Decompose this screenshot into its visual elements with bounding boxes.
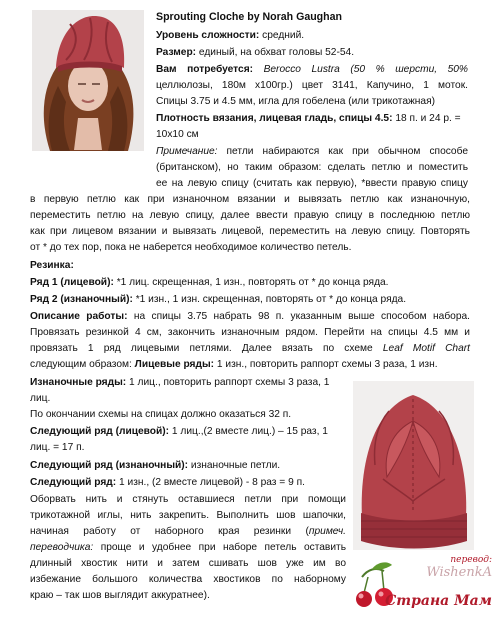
- pattern-title: Sprouting Cloche by Norah Gaughan: [156, 11, 342, 23]
- gauge-line-1: [156, 111, 461, 126]
- note-line-4: в первую петлю как при изнаночном вязании и вывязать петлю как изнаночную,: [30, 194, 470, 205]
- materials-line-3: Спицы 3.75 и 4.5 мм, игла для гобелена (или трикотажная): [156, 96, 436, 107]
- next-row-decrease: Следующий ряд: 1 изн., (2 вместе лицевой) - 8 раз = 9 п.: [30, 477, 305, 488]
- finish-line-2: трикотажной иглы, нить закрепить. Выполнить шов шапочки,: [30, 510, 346, 521]
- size-line: [156, 45, 354, 60]
- ribbing-heading: Резинка:: [30, 260, 74, 271]
- work-line-3: провязать 1 ряд лицевыми петлями. Далее вязать по схеме Leaf Motif Chart: [30, 343, 470, 354]
- watermark-site: Страна Мам: [385, 593, 492, 609]
- note-line-5: переместить петлю на левую спицу, далее ввести правую спицу в последнюю петлю: [30, 210, 470, 221]
- work-line-1: Описание работы: на спицы 3.75 набрать 98 п. указанным выше способом набора.: [30, 311, 470, 322]
- translator-watermark: [354, 555, 494, 617]
- purl-rows-line-2: лиц.: [30, 393, 51, 404]
- gauge-line-2: 10х10 см: [156, 129, 199, 140]
- hat-photo: [353, 381, 474, 550]
- size-value: единый, на обхват головы 52-54.: [196, 47, 355, 58]
- work-label: Описание работы:: [30, 311, 128, 322]
- note-line-6: как при лицевом вязании и вывязать лицевой, переместить на левую спицу. Повторять: [30, 226, 470, 237]
- note-line-7: от * до тех пор, пока не наберется необходимое количество петель.: [30, 242, 352, 253]
- finish-line-5: длинный хвостик нити и затем сшивать шов уже им во: [30, 558, 346, 569]
- difficulty-label: Уровень сложности:: [156, 30, 260, 41]
- hat-illustration: [353, 381, 474, 550]
- next-row-knit: Следующий ряд (лицевой): 1 лиц.,(2 вместе лиц.) – 15 раз, 1: [30, 426, 328, 437]
- work-line-4: следующим образом: Лицевые ряды: 1 изн., повторить раппорт схемы 3 раза, 1 изн.: [30, 359, 438, 370]
- finish-line-6: избежание большого количества хвостиков по наборному: [30, 574, 346, 585]
- work-line-2: Провязать резинкой 4 см, закончить изнаночным рядом. Перейти на спицы 4.5 мм и: [30, 327, 470, 338]
- note-line-1: Примечание: петли набираются как при обычном способе: [156, 146, 468, 157]
- ribbing-row-1: Ряд 1 (лицевой): *1 лиц. скрещенная, 1 изн., повторять от * до конца ряда.: [30, 277, 389, 288]
- stitch-count-line: По окончании схемы на спицах должно оказаться 32 п.: [30, 409, 292, 420]
- purl-rows-line: Изнаночные ряды: 1 лиц., повторить раппорт схемы 3 раза, 1: [30, 377, 330, 388]
- note-line-3: ее на левую спицу (считать как первую), *ввести правую спицу: [156, 178, 468, 189]
- watermark-translation-label: перевод:: [450, 555, 492, 565]
- gauge-value: 18 п. и 24 р. =: [392, 113, 461, 124]
- next-row-purl: Следующий ряд (изнаночный): изнаночные петли.: [30, 460, 281, 471]
- gauge-label: Плотность вязания, лицевая гладь, спицы 4.5:: [156, 113, 393, 124]
- materials-label: Вам потребуется:: [156, 64, 254, 75]
- watermark-translator: WishenkA: [426, 565, 492, 580]
- next-row-knit-2: лиц. = 17 п.: [30, 442, 85, 453]
- note-label: Примечание:: [156, 146, 218, 157]
- finish-line-1: Оборвать нить и стянуть оставшиеся петли при помощи: [30, 494, 346, 505]
- difficulty-line: [156, 28, 304, 43]
- note-line-2: (британском), но таким образом: сделать петлю и поместить: [156, 162, 468, 173]
- ribbing-row-2: Ряд 2 (изнаночный): *1 изн., 1 изн. скрещенная, повторять от * до конца ряда.: [30, 294, 407, 305]
- finish-line-3: начиная работу от наборного края резинки (примеч.: [30, 526, 346, 537]
- finish-line-7: краю – так шов выглядит аккуратнее).: [30, 590, 210, 601]
- model-photo: [32, 10, 144, 151]
- materials-line-1: [156, 62, 468, 77]
- finish-line-4: переводчика: проще и удобнее при наборе петель оставить: [30, 542, 346, 553]
- materials-yarn: Berocco Lustra (50 % шерсти, 50%: [263, 64, 468, 75]
- difficulty-value: средний.: [259, 30, 305, 41]
- materials-line-2: целлюлозы, 180м х100гр.) цвет 3141, Капучино, 1 моток.: [156, 80, 468, 91]
- size-label: Размер:: [156, 47, 197, 58]
- model-illustration: [32, 10, 144, 151]
